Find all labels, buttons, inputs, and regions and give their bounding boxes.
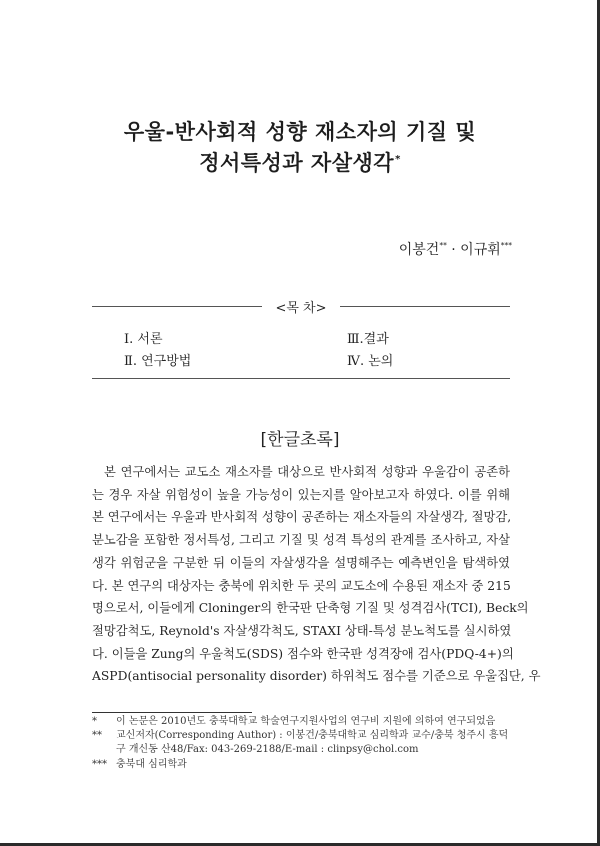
abstract-line: ASPD(antisocial personality disorder) 하위척도 점수를 기준으로 우울집단, 우 bbox=[92, 669, 541, 684]
footnote-mark: * bbox=[92, 716, 97, 727]
author-2-mark: *** bbox=[500, 241, 512, 250]
toc-item-discussion: Ⅳ. 논의 bbox=[347, 354, 394, 369]
author-1: 이봉건 bbox=[398, 242, 440, 258]
abstract-line: 다. 이들을 Zung의 우울척도(SDS) 점수와 한국판 성격장애 검사(PDQ-4+)의 bbox=[92, 646, 514, 661]
author-line bbox=[399, 239, 512, 259]
abstract-line: 다. 본 연구의 대상자는 충북에 위치한 두 곳의 교도소에 수용된 재소자 중 215 bbox=[92, 578, 511, 593]
abstract-line: 생각 위험군을 구분한 뒤 이들의 자살생각을 설명해주는 예측변인을 탐색하였 bbox=[92, 555, 510, 570]
author-1-mark: ** bbox=[439, 241, 447, 250]
toc-item-methods: Ⅱ. 연구방법 bbox=[124, 354, 192, 369]
abstract-paragraph bbox=[92, 461, 541, 688]
footnote-rule bbox=[92, 712, 252, 713]
abstract-line: 분노감을 포함한 정서특성, 그리고 기질 및 성격 특성의 관계를 조사하고, 자살 bbox=[92, 533, 510, 548]
toc-rule-bottom bbox=[92, 378, 510, 379]
paper-title-line-2-text: 정서특성과 자살생각 bbox=[199, 151, 395, 175]
abstract-line: 본 연구에서는 우울과 반사회적 성향이 공존하는 재소자들의 자살생각, 절망감, bbox=[92, 510, 512, 525]
footnote-text: 이 논문은 2010년도 충북대학교 학술연구지원사업의 연구비 지원에 의하여 연구되었음 bbox=[116, 716, 496, 727]
title-footnote-mark: * bbox=[395, 154, 401, 165]
footnote-mark: ** bbox=[92, 730, 102, 741]
toc-rule-right bbox=[340, 306, 510, 307]
toc-title: <목 차> bbox=[275, 301, 327, 316]
paper-title-line-2 bbox=[0, 147, 600, 177]
abstract-line: 명으로서, 이들에게 Cloninger의 한국판 단축형 기질 및 성격검사(TCI), Beck의 bbox=[92, 601, 529, 616]
footnote-text: 구 개신동 산48/Fax: 043-269-2188/E-mail : clinpsy@chol.com bbox=[116, 744, 419, 755]
author-separator: · bbox=[446, 242, 461, 258]
toc-rule-left bbox=[92, 306, 262, 307]
author-2: 이규휘 bbox=[460, 242, 501, 258]
footnote-affiliation bbox=[92, 758, 512, 772]
paper-title-line-1: 우울-반사회적 성향 재소자의 기질 및 bbox=[123, 120, 477, 144]
toc-item-results: Ⅲ.결과 bbox=[347, 332, 389, 347]
footnote-text: 교신저자(Corresponding Author) : 이봉건/충북대학교 심리학과 교수/충북 청주시 흥덕 bbox=[116, 730, 509, 741]
footnote-mark: *** bbox=[92, 759, 107, 770]
footnote-corresponding-author bbox=[92, 729, 512, 743]
abstract-line: 본 연구에서는 교도소 재소자를 대상으로 반사회적 성향과 우울감이 공존하 bbox=[104, 465, 510, 479]
toc-item-introduction: Ⅰ. 서론 bbox=[124, 332, 163, 347]
footnote-funding bbox=[92, 715, 512, 729]
footnote-address bbox=[92, 743, 512, 757]
abstract-line: 절망감척도, Reynold's 자살생각척도, STAXI 상태-특성 분노척도를 실시하였 bbox=[92, 623, 512, 638]
abstract-heading: [한글초록] bbox=[260, 430, 340, 450]
footnote-text: 충북대 심리학과 bbox=[116, 759, 187, 770]
abstract-line: 는 경우 자살 위험성이 높을 가능성이 있는지를 알아보고자 하였다. 이를 위해 bbox=[92, 487, 510, 502]
